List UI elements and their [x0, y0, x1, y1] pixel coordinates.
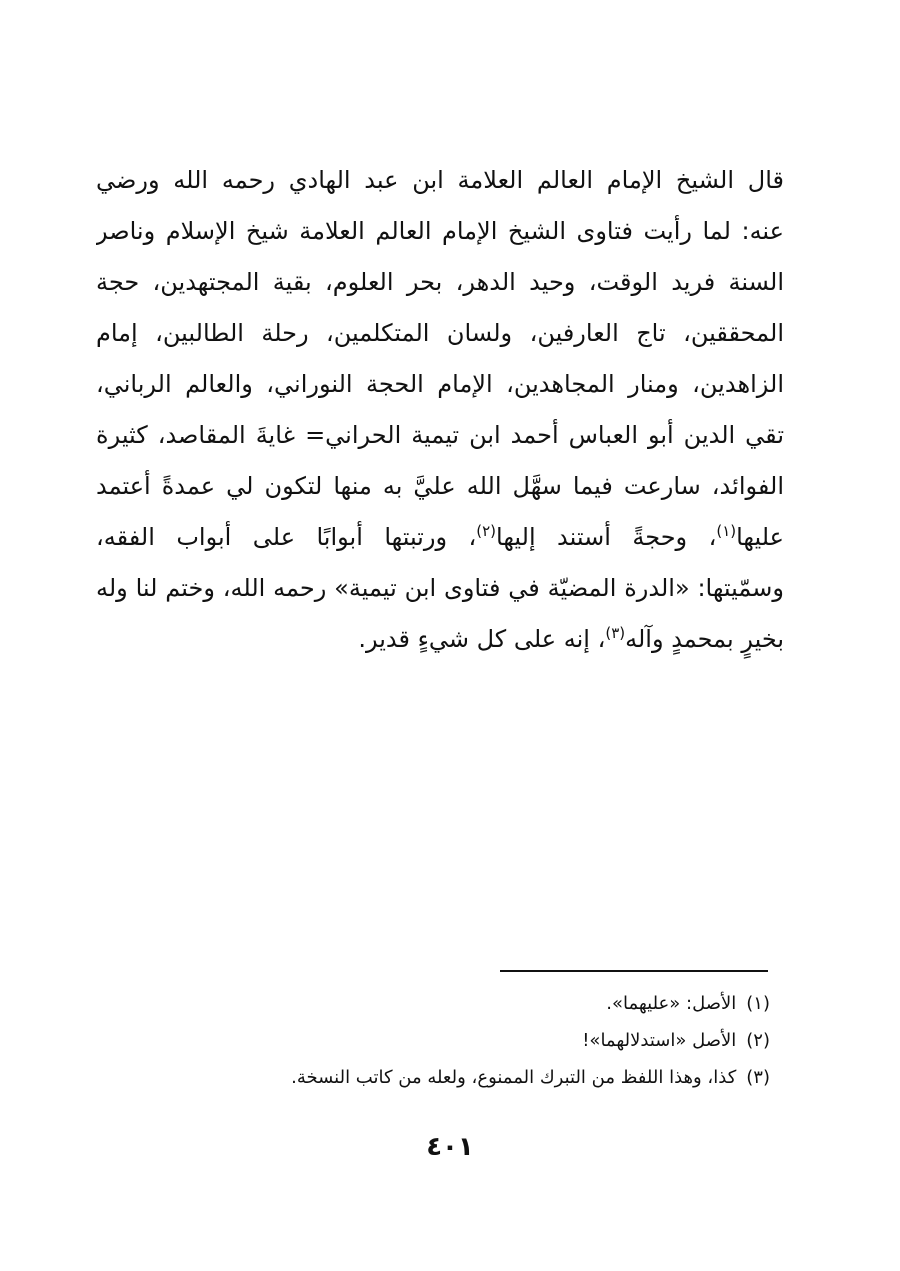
main-text-block: [96, 155, 784, 665]
footnote-3: [230, 1059, 770, 1096]
text-line-10: [96, 614, 784, 665]
footnote-1: [230, 985, 770, 1022]
footnote-ref-3[interactable]: (٣): [605, 624, 626, 642]
text-line-8-part-3: ، ورتبتها أبوابًا على أبواب الفقه،: [96, 523, 477, 551]
text-line-1: قال الشيخ الإمام العالم العلامة ابن عبد الهادي رحمه الله ورضي: [96, 166, 784, 194]
footnote-text: الأصل: «عليهما».: [606, 993, 737, 1014]
text-line-4: المحققين، تاج العارفين، ولسان المتكلمين، رحلة الطالبين، إمام: [96, 319, 784, 347]
text-line-8-part-2: ، وحجةً أستند إليها: [496, 523, 717, 551]
footnote-text: كذا، وهذا اللفظ من التبرك الممنوع، ولعله من كاتب النسخة.: [291, 1067, 737, 1088]
page-number: ٤٠١: [426, 1132, 474, 1162]
text-line-10-part-2: ، إنه على كل شيءٍ قدير.: [358, 625, 606, 653]
text-line-2: عنه: لما رأيت فتاوى الشيخ الإمام العالم العلامة شيخ الإسلام وناصر: [96, 217, 784, 245]
text-line-10-part-1: بخيرٍ بمحمدٍ وآله: [625, 625, 784, 653]
text-line-8: [96, 512, 784, 563]
footnote-number: (٣): [746, 1067, 770, 1088]
footnote-number: (٢): [746, 1030, 770, 1051]
text-line-8-part-1: عليها: [736, 523, 784, 551]
text-line-6: تقي الدين أبو العباس أحمد ابن تيمية الحراني= غايةَ المقاصد، كثيرة: [96, 421, 784, 449]
footnote-ref-2[interactable]: (٢): [476, 522, 497, 540]
footnotes-block: [230, 985, 770, 1096]
footnote-text: الأصل «استدلالهما»!: [582, 1030, 737, 1051]
text-line-5: الزاهدين، ومنار المجاهدين، الإمام الحجة النوراني، والعالم الرباني،: [96, 370, 784, 398]
footnote-number: (١): [746, 993, 770, 1014]
text-line-9: وسمّيتها: «الدرة المضيّة في فتاوى ابن تيمية» رحمه الله، وختم لنا وله: [96, 574, 784, 602]
text-line-7: الفوائد، سارعت فيما سهَّل الله عليَّ به منها لتكون لي عمدةً أعتمد: [96, 472, 784, 500]
footnote-ref-1[interactable]: (١): [716, 522, 737, 540]
text-line-3: السنة فريد الوقت، وحيد الدهر، بحر العلوم، بقية المجتهدين، حجة: [96, 268, 784, 296]
footnote-separator: [500, 970, 768, 972]
footnote-2: [230, 1022, 770, 1059]
